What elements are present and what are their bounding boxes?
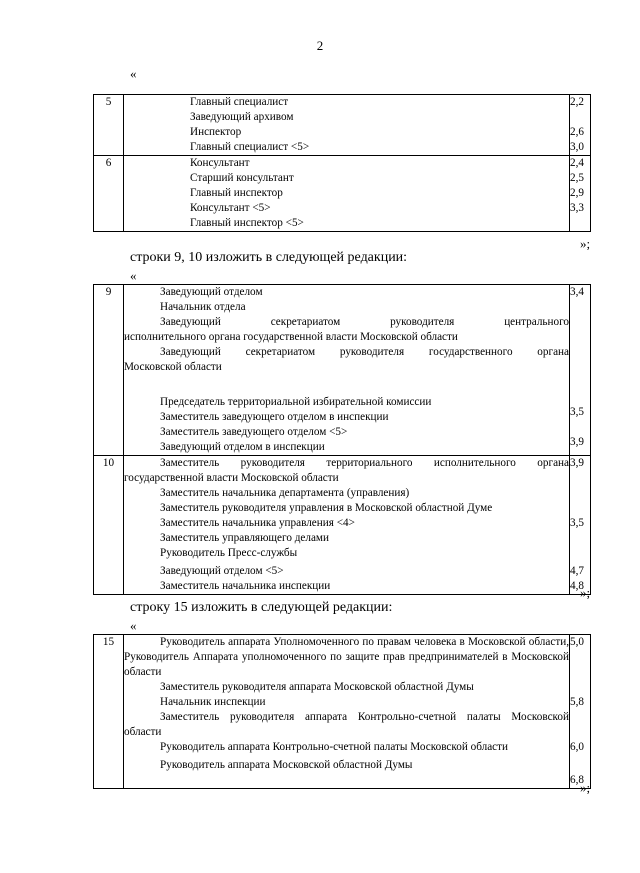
row-number: 9 xyxy=(94,285,124,456)
position: Заведующий секретариатом руководителя центрального xyxy=(160,316,569,328)
position: Заместитель руководителя аппарата Московской областной Думы xyxy=(160,681,474,693)
coefficient: 3,5 xyxy=(570,406,584,418)
position: Руководитель Пресс-службы xyxy=(160,547,298,559)
spacer xyxy=(570,300,590,405)
table-row xyxy=(94,156,591,232)
position: Старший консультант xyxy=(190,172,294,184)
positions-cell xyxy=(124,95,570,156)
position: Заместитель руководителя управления в Московской областной Думе xyxy=(160,502,493,514)
position: Заведующий отделом <5> xyxy=(160,565,284,577)
instruction-row-15: строку 15 изложить в следующей редакции: xyxy=(130,600,393,615)
positions-cell xyxy=(124,156,570,232)
coefficient: 6,0 xyxy=(570,741,584,753)
coefficient: 5,0 xyxy=(570,636,584,648)
positions-cell xyxy=(124,635,570,789)
coefficient: 3,5 xyxy=(570,517,584,529)
position: Инспектор xyxy=(190,126,242,138)
position: Заместитель начальника инспекции xyxy=(160,580,331,592)
coefficients-cell xyxy=(570,635,591,789)
close-quote-3: »; xyxy=(580,780,591,795)
open-quote-1: « xyxy=(130,66,137,81)
position-continued: исполнительного органа государственной власти Московской области xyxy=(124,331,458,343)
page-number: 2 xyxy=(316,38,324,53)
coefficients-cell xyxy=(570,285,591,456)
coefficient: 5,8 xyxy=(570,696,584,708)
coefficient: 3,3 xyxy=(570,202,584,214)
row-number: 15 xyxy=(94,635,124,789)
coefficient: 2,5 xyxy=(570,172,584,184)
table-row xyxy=(94,95,591,156)
position: Заведующий архивом xyxy=(190,111,294,123)
position: Заместитель начальника департамента (управления) xyxy=(160,487,410,499)
coefficient: 2,4 xyxy=(570,157,584,169)
positions-cell xyxy=(124,285,570,456)
position: Председатель территориальной избирательной комиссии xyxy=(160,396,432,408)
table-row-15 xyxy=(93,634,591,789)
position: Заместитель управляющего делами xyxy=(160,532,329,544)
close-quote-1: »; xyxy=(580,236,591,251)
position: Заведующий секретариатом руководителя государственного органа xyxy=(160,346,569,358)
table-rows-5-6 xyxy=(93,94,591,232)
position: Руководитель аппарата Уполномоченного по правам человека в Московской области, Руководитель Аппарата уполномоченного по защите прав предпринимателей в Московской области xyxy=(124,636,569,678)
row-number: 10 xyxy=(94,456,124,595)
coefficient: 3,9 xyxy=(570,457,584,469)
position-continued: Московской области xyxy=(124,361,222,373)
coefficient: 2,9 xyxy=(570,187,584,199)
open-quote-3: « xyxy=(130,618,137,633)
coefficient: 3,4 xyxy=(570,286,584,298)
close-quote-2: »; xyxy=(580,585,591,600)
instruction-rows-9-10: строки 9, 10 изложить в следующей редакции: xyxy=(130,250,408,265)
positions-cell xyxy=(124,456,570,595)
spacer xyxy=(570,710,590,740)
coefficient: 3,9 xyxy=(570,436,584,448)
spacer xyxy=(570,650,590,695)
coefficient: 6,8 xyxy=(570,774,584,786)
row-number: 5 xyxy=(94,95,124,156)
position: Консультант xyxy=(190,157,250,169)
table-row xyxy=(94,456,591,595)
coefficients-cell xyxy=(570,95,591,156)
position: Руководитель аппарата Контрольно-счетной палаты Московской области xyxy=(160,741,509,753)
coefficients-cell xyxy=(570,456,591,595)
position: Главный инспектор <5> xyxy=(190,217,304,229)
position: Заместитель руководителя территориального исполнительного органа xyxy=(160,457,569,469)
position: Заместитель начальника управления <4> xyxy=(160,517,355,529)
position: Заместитель заведующего отделом в инспекции xyxy=(160,411,389,423)
position: Начальник инспекции xyxy=(160,696,266,708)
position: Главный специалист xyxy=(190,96,289,108)
position: Главный специалист <5> xyxy=(190,141,310,153)
spacer xyxy=(570,755,590,773)
table-row xyxy=(94,285,591,456)
position: Начальник отдела xyxy=(160,301,246,313)
position: Заместитель руководителя аппарата Контрольно-счетной палаты Московской области xyxy=(124,711,569,738)
position: Главный инспектор xyxy=(190,187,283,199)
row-number: 6 xyxy=(94,156,124,232)
coefficient: 4,7 xyxy=(570,565,584,577)
spacer xyxy=(570,420,590,435)
position: Заведующий отделом в инспекции xyxy=(160,441,325,453)
coefficient xyxy=(570,216,590,231)
open-quote-2: « xyxy=(130,268,137,283)
spacer xyxy=(570,531,590,564)
spacer xyxy=(570,471,590,516)
table-rows-9-10 xyxy=(93,284,591,595)
coefficient: 4,8 xyxy=(570,580,584,592)
spacer xyxy=(124,375,569,390)
coefficient: 2,2 xyxy=(570,96,584,108)
position: Руководитель аппарата Московской областной Думы xyxy=(160,759,413,771)
table-row xyxy=(94,635,591,789)
coefficients-cell xyxy=(570,156,591,232)
coefficient: 3,0 xyxy=(570,141,584,153)
position-continued: государственной власти Московской области xyxy=(124,472,339,484)
position: Заведующий отделом xyxy=(160,286,263,298)
position: Консультант <5> xyxy=(190,202,271,214)
coefficient: 2,6 xyxy=(570,126,584,138)
position: Заместитель заведующего отделом <5> xyxy=(160,426,348,438)
coefficient xyxy=(570,110,590,125)
